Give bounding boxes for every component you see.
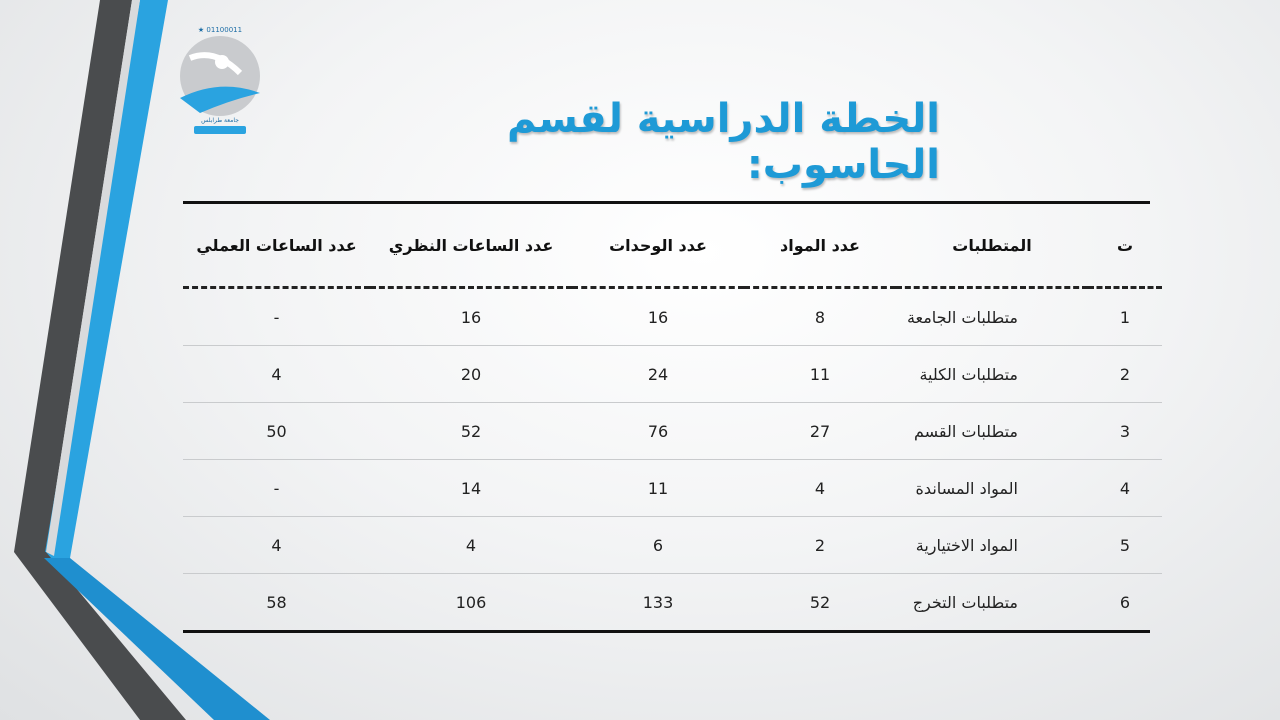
header-practical-hours: عدد الساعات العملي (183, 204, 370, 288)
table-row (183, 574, 1162, 631)
cell-materials: 27 (744, 403, 896, 460)
cell-units: 6 (572, 517, 744, 574)
table-row (183, 288, 1162, 346)
header-theory-hours: عدد الساعات النظري (370, 204, 572, 288)
cell-theory: 4 (370, 517, 572, 574)
cell-theory: 20 (370, 346, 572, 403)
cell-materials: 4 (744, 460, 896, 517)
header-requirement: المتطلبات (896, 204, 1088, 288)
study-plan-table (183, 201, 1150, 633)
cell-materials: 2 (744, 517, 896, 574)
cell-practical: 58 (266, 592, 287, 612)
table-header-row (183, 204, 1162, 288)
cell-number: 4 (1088, 460, 1162, 517)
cell-number: 6 (1119, 592, 1131, 612)
svg-text:جامعة طرابلس: جامعة طرابلس (201, 117, 239, 124)
table-row (183, 403, 1162, 460)
cell-practical: - (183, 288, 370, 346)
cell-requirement: متطلبات التخرج (912, 592, 1018, 612)
cell-materials: 8 (744, 288, 896, 346)
header-units: عدد الوحدات (572, 204, 744, 288)
cell-requirement: المواد الاختيارية (896, 517, 1088, 574)
cell-units: 24 (572, 346, 744, 403)
header-materials: عدد المواد (744, 204, 896, 288)
header-number: ت (1088, 204, 1162, 288)
cell-materials: 11 (744, 346, 896, 403)
cell-practical: 4 (183, 517, 370, 574)
cell-units: 11 (572, 460, 744, 517)
cell-requirement: متطلبات الجامعة (896, 288, 1088, 346)
cell-requirement: متطلبات القسم (896, 403, 1088, 460)
cell-units: 16 (572, 288, 744, 346)
cell-practical: - (183, 460, 370, 517)
cell-units: 133 (642, 592, 674, 612)
table-row (183, 517, 1162, 574)
cell-theory: 52 (370, 403, 572, 460)
cell-theory: 14 (370, 460, 572, 517)
cell-practical: 4 (183, 346, 370, 403)
cell-theory: 106 (455, 592, 487, 612)
cell-requirement: المواد المساندة (896, 460, 1088, 517)
cell-number: 2 (1088, 346, 1162, 403)
department-logo (160, 18, 280, 138)
cell-units: 76 (572, 403, 744, 460)
cell-number: 3 (1088, 403, 1162, 460)
cell-requirement: متطلبات الكلية (896, 346, 1088, 403)
cell-practical: 50 (183, 403, 370, 460)
cell-materials: 52 (809, 592, 831, 612)
table-row (183, 346, 1162, 403)
page-title: الخطة الدراسية لقسم الحاسوب: (506, 96, 940, 188)
cell-theory: 16 (370, 288, 572, 346)
cell-number: 5 (1088, 517, 1162, 574)
svg-text:★ 01100011: ★ 01100011 (197, 26, 243, 34)
table-row (183, 460, 1162, 517)
cell-number: 1 (1088, 288, 1162, 346)
